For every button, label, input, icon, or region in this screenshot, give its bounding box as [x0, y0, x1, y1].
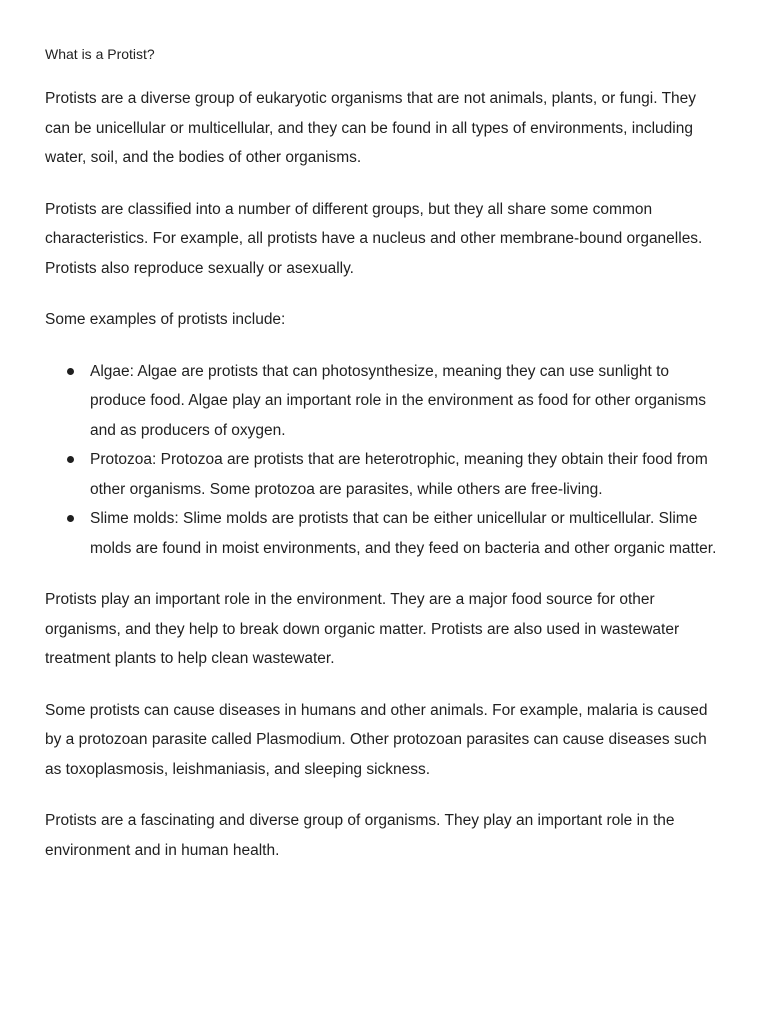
list-item	[45, 357, 720, 446]
list-item	[45, 445, 720, 504]
paragraph-conclusion: Protists are a fascinating and diverse group of organisms. They play an important role in the environment and in human health.	[45, 812, 675, 859]
paragraph-classification: Protists are classified into a number of different groups, but they all share some common characteristics. For example, all protists have a nucleus and other membrane-bound organelles. Protists also reproduce sexually or asexually.	[45, 200, 703, 277]
paragraph-diseases: Some protists can cause diseases in humans and other animals. For example, malaria is caused by a protozoan parasite called Plasmodium. Other protozoan parasites can cause diseases such as toxoplasmosis, leishmaniasis, and sleeping sickness.	[45, 701, 708, 778]
list-item-text: Protozoa: Protozoa are protists that are heterotrophic, meaning they obtain their food from other organisms. Some protozoa are parasites, while others are free-living.	[90, 451, 708, 498]
examples-list	[45, 357, 720, 564]
paragraph-definition: Protists are a diverse group of eukaryotic organisms that are not animals, plants, or fungi. They can be unicellular or multicellular, and they can be found in all types of environments, including water, soil, and the bodies of other organisms.	[45, 90, 697, 166]
paragraph-examples-intro: Some examples of protists include:	[45, 311, 286, 328]
bullet-icon	[67, 456, 74, 463]
bullet-icon	[67, 368, 74, 375]
list-item-text: Algae: Algae are protists that can photosynthesize, meaning they can use sunlight to produce food. Algae play an important role in the environment as food for other organisms and as producers of oxygen.	[90, 362, 707, 439]
bullet-icon	[67, 515, 74, 522]
list-item	[45, 504, 720, 563]
document-title: What is a Protist?	[45, 46, 155, 62]
paragraph-environment-role: Protists play an important role in the environment. They are a major food source for other organisms, and they help to break down organic matter. Protists are also used in wastewater treatment plants to help clean wastewater.	[45, 591, 680, 667]
list-item-text: Slime molds: Slime molds are protists that can be either unicellular or multicellular. Slime molds are found in moist environments, and they feed on bacteria and other organic matter.	[90, 510, 717, 557]
